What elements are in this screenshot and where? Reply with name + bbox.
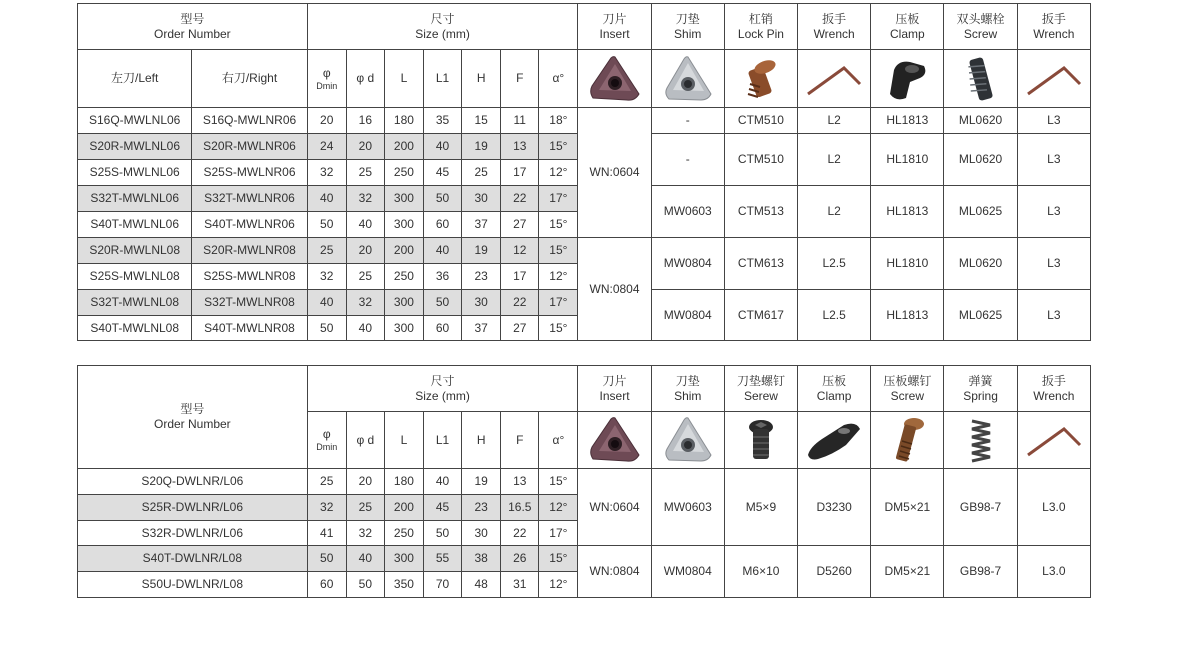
phi-symbol: φ <box>322 427 331 441</box>
cell-l: 200 <box>384 238 423 264</box>
cell-h: 15 <box>462 108 501 134</box>
wrench2-value: L3 <box>1017 108 1090 134</box>
clamp-screw-header <box>871 366 944 412</box>
cell-l: 300 <box>384 212 423 238</box>
shim-value: MW0804 <box>651 238 724 290</box>
spec-table-dwln <box>77 365 1091 598</box>
cell-phi: 32 <box>307 495 346 521</box>
cell-f: 27 <box>501 212 539 238</box>
wrench2-value: L3 <box>1017 186 1090 238</box>
cell-l: 250 <box>384 264 423 290</box>
insert-icon <box>578 50 651 108</box>
wrench-header <box>1017 366 1090 412</box>
l-header: L <box>384 50 423 108</box>
h-header: H <box>462 412 501 469</box>
clamp-value: HL1810 <box>871 134 944 186</box>
right-model: S25S-MWLNR06 <box>192 160 307 186</box>
cell-h: 25 <box>462 160 501 186</box>
wrench2-header-en: Wrench <box>1033 26 1075 41</box>
cell-f: 22 <box>501 521 539 546</box>
wrench-value: L2.5 <box>798 238 871 290</box>
cell-h: 19 <box>462 134 501 160</box>
lock-pin-value: CTM510 <box>724 108 797 134</box>
phid-header: φ d <box>346 412 384 469</box>
table-row <box>78 238 1091 264</box>
wrench2-value: L3 <box>1017 290 1090 341</box>
double-screw-icon <box>944 50 1017 108</box>
clamp-screw-value: DM5×21 <box>871 546 944 598</box>
cell-phid: 20 <box>346 238 384 264</box>
screw-header-cn: 双头螺栓 <box>956 11 1005 26</box>
cell-phid: 50 <box>346 572 384 598</box>
shim-header-cn: 刀垫 <box>675 373 700 388</box>
phid-header: φ d <box>346 50 384 108</box>
wrench-icon <box>1017 412 1090 469</box>
cell-f: 17 <box>501 160 539 186</box>
right-model: S20R-MWLNR08 <box>192 238 307 264</box>
lock-pin-icon <box>724 50 797 108</box>
model-header <box>78 4 308 50</box>
screw-header <box>944 4 1017 50</box>
cell-phi: 25 <box>307 238 346 264</box>
cell-alpha: 15° <box>539 316 578 341</box>
l1-header: L1 <box>423 50 461 108</box>
clamp-value: D5260 <box>798 546 871 598</box>
wrench2-value: L3 <box>1017 134 1090 186</box>
left-model: S40T-MWLNL08 <box>78 316 192 341</box>
left-model: S20R-MWLNL06 <box>78 134 192 160</box>
right-model: S40T-MWLNR06 <box>192 212 307 238</box>
cell-h: 37 <box>462 316 501 341</box>
header-row-2 <box>78 50 1091 108</box>
cell-l1: 35 <box>423 108 461 134</box>
wrench2-icon <box>1017 50 1090 108</box>
cell-f: 17 <box>501 264 539 290</box>
cell-phid: 32 <box>346 186 384 212</box>
clamp-header-cn: 压板 <box>895 11 920 26</box>
left-model: S32T-MWLNL08 <box>78 290 192 316</box>
cell-l: 180 <box>384 108 423 134</box>
cell-h: 30 <box>462 290 501 316</box>
cell-alpha: 15° <box>539 238 578 264</box>
shim-header-en: Shim <box>674 26 702 41</box>
right-model: S20R-MWLNR06 <box>192 134 307 160</box>
cell-l1: 50 <box>424 521 462 546</box>
cell-f: 22 <box>501 186 539 212</box>
shim-icon <box>651 412 724 469</box>
lock-pin-value: CTM510 <box>724 134 797 186</box>
cell-l: 350 <box>384 572 423 598</box>
cell-alpha: 12° <box>539 572 578 598</box>
model-cell: S32R-DWLNR/L06 <box>78 521 308 546</box>
cell-alpha: 15° <box>539 546 578 572</box>
model-header-en: Order Number <box>153 26 231 41</box>
cell-l: 300 <box>384 186 423 212</box>
wrench-value: L2.5 <box>798 290 871 341</box>
wrench-header-en: Wrench <box>813 26 855 41</box>
lock-pin-header <box>724 4 797 50</box>
insert-header <box>578 366 651 412</box>
wrench-header-en: Wrench <box>1033 388 1075 403</box>
cell-phi: 41 <box>307 521 346 546</box>
spring-header-cn: 弹簧 <box>968 373 993 388</box>
cell-f: 22 <box>501 290 539 316</box>
wrench-header-cn: 扳手 <box>822 11 847 26</box>
spring-value: GB98-7 <box>944 469 1017 546</box>
h-header: H <box>462 50 501 108</box>
l-header: L <box>384 412 423 469</box>
cell-l1: 40 <box>423 134 461 160</box>
clamp-screw-header-cn: 压板螺钉 <box>883 373 932 388</box>
screw-value: ML0620 <box>944 134 1017 186</box>
cell-phi: 50 <box>307 546 346 572</box>
cell-alpha: 15° <box>539 134 578 160</box>
size-header-cn: 尺寸 <box>430 373 455 388</box>
cell-h: 37 <box>462 212 501 238</box>
cell-phi: 24 <box>307 134 346 160</box>
cell-f: 11 <box>501 108 539 134</box>
clamp-header-en: Clamp <box>889 26 925 41</box>
shim-screw-value: M5×9 <box>724 469 797 546</box>
cell-l1: 60 <box>423 212 461 238</box>
left-model: S25S-MWLNL08 <box>78 264 192 290</box>
model-header-en: Order Number <box>153 417 231 431</box>
cell-phid: 25 <box>346 160 384 186</box>
cell-alpha: 17° <box>539 521 578 546</box>
cell-l: 200 <box>384 134 423 160</box>
clamp-icon <box>871 50 944 108</box>
spring-value: GB98-7 <box>944 546 1017 598</box>
cell-f: 31 <box>501 572 539 598</box>
cell-phi: 25 <box>307 469 346 495</box>
spring-header-en: Spring <box>963 388 998 403</box>
screw-value: ML0625 <box>944 186 1017 238</box>
clamp-value: HL1813 <box>871 290 944 341</box>
shim-value: WM0804 <box>651 546 724 598</box>
clamp-value: HL1813 <box>871 186 944 238</box>
clamp-value: HL1813 <box>871 108 944 134</box>
alpha-header: α° <box>539 412 578 469</box>
shim-header <box>651 366 724 412</box>
size-header <box>307 366 578 412</box>
shim-value: MW0603 <box>651 469 724 546</box>
cell-phid: 40 <box>346 546 384 572</box>
cell-l: 180 <box>384 469 423 495</box>
cell-l: 200 <box>384 495 423 521</box>
right-hand-header: 右刀/Right <box>192 50 307 108</box>
shim-screw-header-en: Serew <box>743 388 778 403</box>
insert-value: WN:0604 <box>578 108 651 238</box>
cell-l: 300 <box>384 316 423 341</box>
insert-value: WN:0604 <box>578 469 651 546</box>
cell-l: 250 <box>384 521 423 546</box>
shim-value: MW0603 <box>651 186 724 238</box>
l1-header: L1 <box>424 412 462 469</box>
cell-phid: 16 <box>346 108 384 134</box>
wrench-icon <box>798 50 871 108</box>
spring-icon <box>944 412 1017 469</box>
cell-f: 27 <box>501 316 539 341</box>
cell-h: 48 <box>462 572 501 598</box>
cell-phid: 20 <box>346 134 384 160</box>
table-row <box>78 108 1091 134</box>
lock-pin-value: CTM613 <box>724 238 797 290</box>
cell-alpha: 15° <box>539 212 578 238</box>
cell-phi: 40 <box>307 186 346 212</box>
wrench-header <box>798 4 871 50</box>
cell-phi: 50 <box>307 212 346 238</box>
cell-l: 300 <box>384 546 423 572</box>
cell-phid: 25 <box>346 495 384 521</box>
phi-header <box>307 412 346 469</box>
wrench2-value: L3 <box>1017 238 1090 290</box>
clamp-header <box>871 4 944 50</box>
wrench-value: L3.0 <box>1017 546 1090 598</box>
insert-value: WN:0804 <box>578 546 651 598</box>
cell-l1: 70 <box>424 572 462 598</box>
lock-pin-header-cn: 杠销 <box>748 11 773 26</box>
wrench2-header-cn: 扳手 <box>1041 11 1066 26</box>
wrench-header-cn: 扳手 <box>1041 373 1066 388</box>
cell-h: 19 <box>462 238 501 264</box>
screw-value: ML0620 <box>944 238 1017 290</box>
model-header-cn: 型号 <box>180 402 205 416</box>
table-row <box>78 469 1091 495</box>
clamp-header-cn: 压板 <box>822 373 847 388</box>
cell-f: 16.5 <box>501 495 539 521</box>
phi-sub: Dmin <box>316 442 338 452</box>
clamp-screw-icon <box>871 412 944 469</box>
shim-screw-header-cn: 刀垫螺钉 <box>736 373 785 388</box>
cell-alpha: 12° <box>539 160 578 186</box>
wrench-value: L2 <box>798 108 871 134</box>
left-model: S25S-MWLNL06 <box>78 160 192 186</box>
clamp-screw-header-en: Screw <box>890 388 925 403</box>
insert-header <box>578 4 651 50</box>
cell-l1: 36 <box>423 264 461 290</box>
lock-pin-value: CTM513 <box>724 186 797 238</box>
cell-l1: 45 <box>424 495 462 521</box>
insert-header-en: Insert <box>599 26 630 41</box>
insert-header-cn: 刀片 <box>602 373 627 388</box>
insert-header-en: Insert <box>599 388 630 403</box>
f-header: F <box>501 412 539 469</box>
model-header <box>78 366 308 469</box>
shim-screw-header <box>724 366 797 412</box>
cell-phid: 25 <box>346 264 384 290</box>
shim-icon <box>651 50 724 108</box>
phi-sub: Dmin <box>316 80 338 91</box>
clamp-value: HL1810 <box>871 238 944 290</box>
right-model: S32T-MWLNR06 <box>192 186 307 212</box>
cell-l: 300 <box>384 290 423 316</box>
shim-screw-icon <box>724 412 797 469</box>
cell-l1: 45 <box>423 160 461 186</box>
cell-alpha: 12° <box>539 495 578 521</box>
cell-alpha: 12° <box>539 264 578 290</box>
wrench-value: L3.0 <box>1017 469 1090 546</box>
clamp-value: D3230 <box>798 469 871 546</box>
table-row <box>78 546 1091 572</box>
shim-header <box>651 4 724 50</box>
left-model: S40T-MWLNL06 <box>78 212 192 238</box>
cell-phid: 40 <box>346 212 384 238</box>
model-cell: S20Q-DWLNR/L06 <box>78 469 308 495</box>
left-model: S32T-MWLNL06 <box>78 186 192 212</box>
cell-phid: 32 <box>346 290 384 316</box>
cell-phi: 40 <box>307 290 346 316</box>
cell-phi: 32 <box>307 264 346 290</box>
shim-header-en: Shim <box>674 388 702 403</box>
wrench-value: L2 <box>798 134 871 186</box>
right-model: S16Q-MWLNR06 <box>192 108 307 134</box>
insert-icon <box>578 412 651 469</box>
cell-phid: 32 <box>346 521 384 546</box>
cell-phid: 20 <box>346 469 384 495</box>
header-row-1 <box>78 366 1091 412</box>
left-model: S20R-MWLNL08 <box>78 238 192 264</box>
shim-value: MW0804 <box>651 290 724 341</box>
insert-value: WN:0804 <box>578 238 651 341</box>
cell-f: 13 <box>501 469 539 495</box>
cell-h: 23 <box>462 264 501 290</box>
cell-alpha: 17° <box>539 290 578 316</box>
cell-h: 19 <box>462 469 501 495</box>
cell-h: 23 <box>462 495 501 521</box>
f-header: F <box>501 50 539 108</box>
cell-alpha: 15° <box>539 469 578 495</box>
screw-value: ML0625 <box>944 290 1017 341</box>
size-header-en: Size (mm) <box>415 26 470 41</box>
spec-table-mwln <box>77 3 1091 341</box>
cell-f: 13 <box>501 134 539 160</box>
right-model: S40T-MWLNR08 <box>192 316 307 341</box>
header-row-1 <box>78 4 1091 50</box>
size-header-en: Size (mm) <box>415 388 470 403</box>
cell-l1: 55 <box>424 546 462 572</box>
cell-l1: 40 <box>424 469 462 495</box>
clamp-header-en: Clamp <box>816 388 852 403</box>
model-cell: S25R-DWLNR/L06 <box>78 495 308 521</box>
wrench2-header <box>1017 4 1090 50</box>
size-header <box>307 4 578 50</box>
model-cell: S50U-DWLNR/L08 <box>78 572 308 598</box>
size-header-cn: 尺寸 <box>430 11 455 26</box>
insert-header-cn: 刀片 <box>602 11 627 26</box>
cell-l1: 40 <box>423 238 461 264</box>
model-header-cn: 型号 <box>180 11 205 26</box>
cell-phid: 40 <box>346 316 384 341</box>
lock-pin-header-en: Lock Pin <box>737 26 784 41</box>
cell-phi: 50 <box>307 316 346 341</box>
cell-phi: 20 <box>307 108 346 134</box>
shim-screw-value: M6×10 <box>724 546 797 598</box>
model-cell: S40T-DWLNR/L08 <box>78 546 308 572</box>
cell-h: 30 <box>462 186 501 212</box>
clamp-screw-value: DM5×21 <box>871 469 944 546</box>
cell-alpha: 17° <box>539 186 578 212</box>
cell-l1: 50 <box>423 186 461 212</box>
cell-alpha: 18° <box>539 108 578 134</box>
cell-l: 250 <box>384 160 423 186</box>
cell-f: 26 <box>501 546 539 572</box>
cell-h: 30 <box>462 521 501 546</box>
left-model: S16Q-MWLNL06 <box>78 108 192 134</box>
cell-h: 38 <box>462 546 501 572</box>
shim-header-cn: 刀垫 <box>675 11 700 26</box>
phi-symbol: φ <box>322 65 331 80</box>
shim-value: - <box>651 134 724 186</box>
screw-value: ML0620 <box>944 108 1017 134</box>
cell-phi: 32 <box>307 160 346 186</box>
cell-f: 12 <box>501 238 539 264</box>
clamp-header <box>798 366 871 412</box>
cell-l1: 60 <box>423 316 461 341</box>
lock-pin-value: CTM617 <box>724 290 797 341</box>
screw-header-en: Screw <box>963 26 998 41</box>
right-model: S32T-MWLNR08 <box>192 290 307 316</box>
spring-header <box>944 366 1017 412</box>
cell-phi: 60 <box>307 572 346 598</box>
alpha-header: α° <box>539 50 578 108</box>
cell-l1: 50 <box>423 290 461 316</box>
shim-value: - <box>651 108 724 134</box>
right-model: S25S-MWLNR08 <box>192 264 307 290</box>
clamp-icon <box>798 412 871 469</box>
wrench-value: L2 <box>798 186 871 238</box>
phi-header <box>307 50 346 108</box>
left-hand-header: 左刀/Left <box>78 50 192 108</box>
